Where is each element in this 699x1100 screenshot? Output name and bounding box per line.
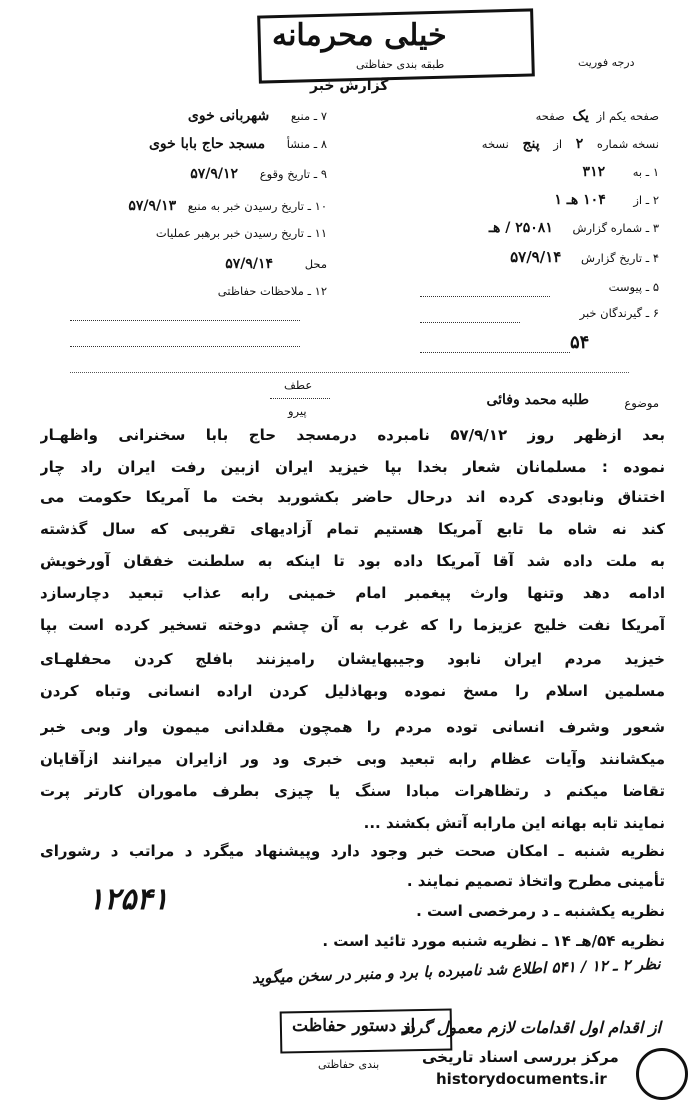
field-to: ۱ ـ به ۳۱۲ bbox=[582, 164, 659, 180]
recipients-note: ۵۴ bbox=[570, 332, 590, 353]
analysis-line: تأمینی مطرح واتخاذ تصمیم نمایند . bbox=[406, 872, 665, 890]
subject-label: موضوع bbox=[624, 396, 659, 410]
body-line: نموده : مسلمانان شعار بخدا بپا خیزید ایران ازبین رفت ایران راد چار bbox=[40, 458, 665, 476]
body-line: تقاضا میکنم د رتظاهرات مبادا سنگ یا چیزی بطرف ماموران کارتر پرت bbox=[40, 782, 665, 800]
field-report-number: ۳ ـ شماره گزارش ۲۵۰۸۱ / هـ bbox=[488, 220, 659, 236]
field-attachment: ۵ ـ پیوست bbox=[608, 280, 659, 294]
body-line: بعد ازظهر روز ۵۷/۹/۱۲ نامبرده درمسجد حاج بابا سخنرانی واظهـار bbox=[40, 426, 665, 444]
field-report-date: ۴ ـ تاریخ گزارش ۵۷/۹/۱۴ bbox=[510, 248, 659, 266]
body-line: آمریکا نفت خلیج عزیزما را که غرب به آن چشم دوخته تسخیر کرده است بپا bbox=[40, 616, 665, 634]
analysis-line: نظریه شنبه ـ امکان صحت خبر وجود دارد وپیشنهاد میگرد د مراتب د رشورای bbox=[40, 842, 665, 860]
agency-label: طبقه بندی حفاظتی bbox=[356, 58, 445, 71]
watermark-title: مرکز بررسی اسناد تاریخی bbox=[422, 1048, 619, 1066]
footer-classification: بندی حفاظتی bbox=[318, 1058, 380, 1071]
body-line: خیزید مردم ایران نابود وجیبهایشان رامیزنند بافلج کردن محفلهـای bbox=[40, 650, 665, 668]
dotted-line bbox=[420, 296, 550, 297]
analysis-line: نظریه ۵۴/هـ ۱۴ ـ نظریه شنبه مورد تائید است . bbox=[322, 932, 665, 950]
handwritten-number: ۱۲۵۴۱ bbox=[88, 882, 169, 917]
page-of-label: صفحه یکم از یک صفحه bbox=[535, 108, 659, 124]
handwritten-note: نظر ۲ ـ ۱۲ / ۵۴۱ اطلاع شد نامبرده با برد و منبر در سخن میگوید bbox=[252, 954, 662, 988]
field-source-receipt-date: ۱۰ ـ تاریخ رسیدن خبر به منبع ۵۷/۹/۱۳ bbox=[128, 198, 327, 214]
body-line: ادامه دهد وتنها وارث پیغمبر امام خمینی رابه عذاب تبعید دچارسازد bbox=[40, 584, 665, 602]
dotted-line bbox=[420, 322, 520, 323]
body-line: مسلمین اسلام را مسخ نموده وبهاذلیل کردن اراده انسانی وتباه کردن bbox=[40, 682, 665, 700]
body-line-last: نمایند تابه بهانه این مارابه آتش بکشند ... bbox=[363, 814, 665, 832]
dotted-line bbox=[70, 346, 300, 347]
priority-label: درجه فوریت bbox=[578, 56, 635, 69]
body-line: میکشانند وآیات عظام رابه تبعید وبی خبری ود ور ازایران میرانند ازآقایان bbox=[40, 750, 665, 768]
report-title: گزارش خبر bbox=[310, 78, 389, 94]
field-ops-receipt-date: ۱۱ ـ تاریخ رسیدن خبر برهبر عملیات bbox=[155, 226, 327, 240]
field-from: ۲ ـ از ۱۰۴ هـ ۱ bbox=[554, 192, 659, 208]
dotted-line bbox=[420, 352, 570, 353]
body-line: به ملت داده شد آقا آمریکا داده بود تا اینکه به سلطنت خفقان آورخویش bbox=[40, 552, 665, 570]
field-source: ۷ ـ منبع شهربانی خوی bbox=[187, 108, 327, 124]
field-event-date: ۹ ـ تاریخ وقوع ۵۷/۹/۱۲ bbox=[190, 166, 327, 182]
dotted-line bbox=[70, 320, 300, 321]
copy-number-label: نسخه شماره ۲ از پنج نسخه bbox=[481, 136, 659, 152]
atf-label: عطف bbox=[284, 378, 313, 392]
archive-logo-icon bbox=[636, 1048, 688, 1100]
peyro-label: پیرو bbox=[288, 404, 307, 418]
section-divider bbox=[70, 372, 629, 373]
analysis-line: نظریه یکشنبه ـ د رمرخصی است . bbox=[416, 902, 665, 920]
watermark-url: historydocuments.ir bbox=[436, 1070, 607, 1088]
field-location: محل ۵۷/۹/۱۴ bbox=[225, 256, 327, 272]
body-line: شعور وشرف انسانی توده مردم را همچون مقلدانی میمون وار وبی خبر bbox=[40, 718, 665, 736]
top-stamp-text: خیلی محرمانه bbox=[272, 18, 447, 53]
bottom-stamp-text: از دستور حفاظت bbox=[292, 1016, 416, 1036]
subject-value: طلبه محمد وفائی bbox=[486, 392, 589, 408]
body-line: کند نه شاه ما تابع آمریکا هستیم تمام آزادیهای تقریبی که سال گذشته bbox=[40, 520, 665, 538]
field-security-notes: ۱۲ ـ ملاحظات حفاظتی bbox=[217, 284, 327, 298]
body-line: اختناق ونابودی کرده اند درحال حاضر بکشوربد بخت ما آمریکا حکومت می bbox=[40, 488, 665, 506]
field-recipients: ۶ ـ گیرندگان خبر bbox=[579, 306, 659, 320]
handwritten-note-2: از اقدام اول اقدامات لازم معمول گردد bbox=[400, 1018, 661, 1037]
field-origin: ۸ ـ منشأ مسجد حاج بابا خوی bbox=[148, 136, 327, 152]
dotted-line bbox=[270, 398, 330, 399]
